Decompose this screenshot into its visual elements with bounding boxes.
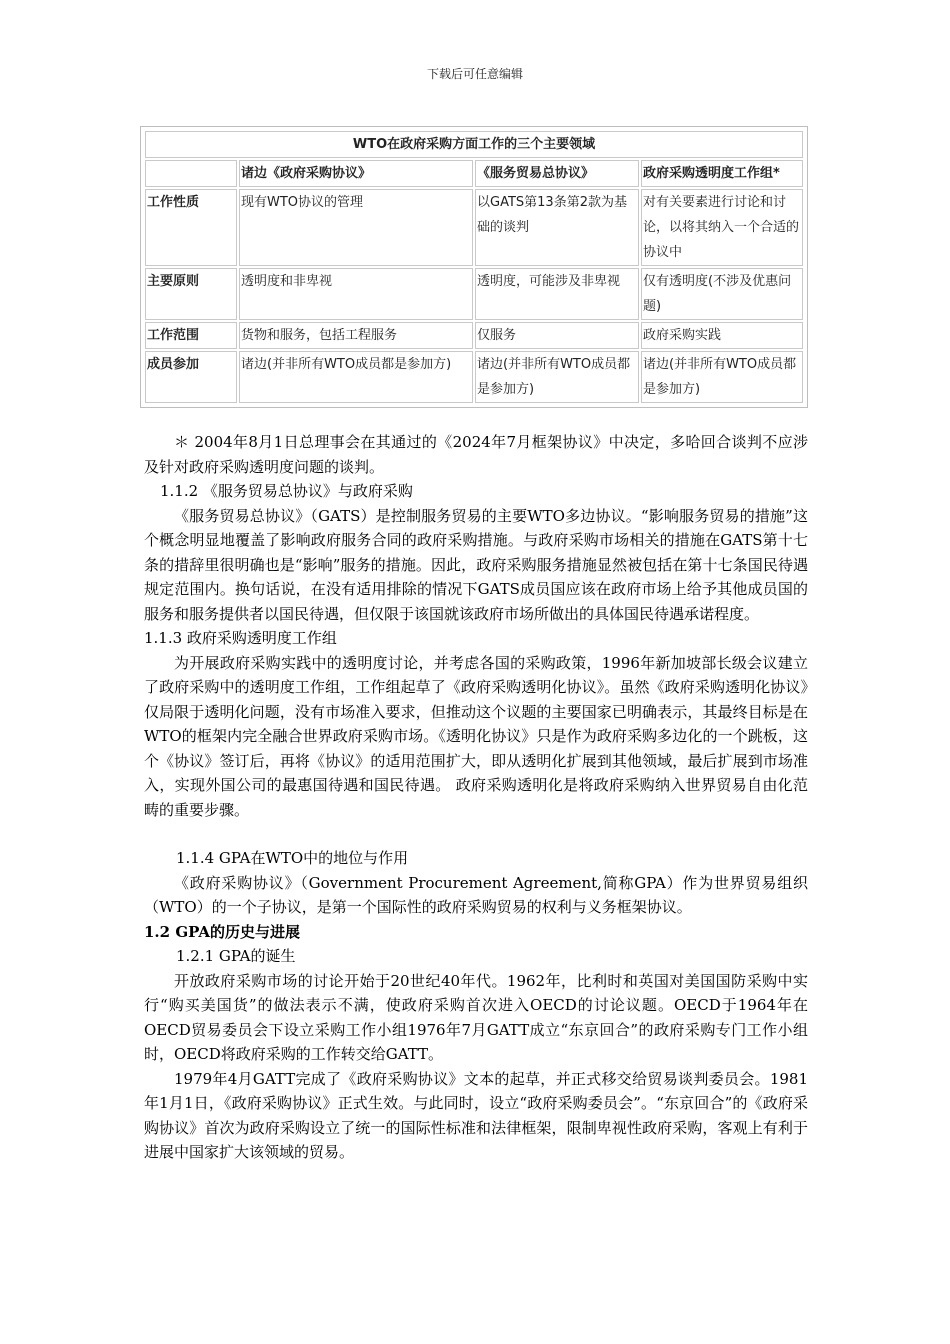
table-row: [145, 268, 803, 320]
table-cell: 以GATS第13条第2款为基础的谈判: [475, 189, 639, 266]
header-cell: 诸边《政府采购协议》: [239, 160, 473, 187]
table-row: [145, 189, 803, 266]
table-row: [145, 322, 803, 349]
paragraph-gpa-origin: 开放政府采购市场的讨论开始于20世纪40年代。1962年，比利时和英国对美国国防采购中实行“购买美国货”的做法表示不满，使政府采购首次进入OECD的讨论议题。OECD于1964年在OECD贸易委员会下设立采购工作小组1976年7月GATT成立“东京回合”的政府采购专门工作小组时，OECD将政府采购的工作转交给GATT。: [144, 971, 808, 1063]
paragraph-gpa-1979: 1979年4月GATT完成了《政府采购协议》文本的起草，并正式移交给贸易谈判委员会。1981年1月1日，《政府采购协议》正式生效。与此同时，设立“政府采购委员会”。“东京回合”的《政府采购协议》首次为政府采购设立了统一的国际性标准和法律框架，限制卑视性政府采购，客观上有利于进展中国家扩大该领域的贸易。: [144, 1069, 808, 1161]
table-cell: 货物和服务，包括工程服务: [239, 322, 473, 349]
table-cell: 诸边(并非所有WTO成员都是参加方): [475, 351, 639, 403]
header-cell: [145, 160, 237, 187]
table-row: [145, 351, 803, 403]
section-heading-1-1-2: 1.1.2 《服务贸易总协议》与政府采购: [160, 482, 413, 500]
section-heading-1-2: 1.2 GPA的历史与进展: [144, 922, 300, 941]
header-cell: 《服务贸易总协议》: [475, 160, 639, 187]
section-heading-1-1-3: 1.1.3 政府采购透明度工作组: [144, 629, 337, 647]
page-header: 下载后可任意编辑: [426, 67, 523, 81]
paragraph-gats: 《服务贸易总协议》（GATS）是控制服务贸易的主要WTO多边协议。“影响服务贸易的措施”这个概念明显地覆盖了影响政府服务合同的政府采购措施。与政府采购市场相关的措施在GATS第十七条的措辞里很明确也是“影响”服务的措施。因此，政府采购服务措施显然被包括在第十七条国民待遇规定范围内。换句话说，在没有适用排除的情况下GATS成员国应该在政府市场上给予其他成员国的服务和服务提供者以国民待遇，但仅限于该国就该政府市场所做出的具体国民待遇承诺程度。: [144, 506, 808, 623]
table-cell: 政府采购实践: [641, 322, 803, 349]
section-heading-1-2-1: 1.2.1 GPA的诞生: [176, 947, 296, 965]
table-header-row: [145, 160, 803, 187]
table-cell: 诸边(并非所有WTO成员都是参加方): [239, 351, 473, 403]
row-label: 工作范围: [145, 322, 237, 349]
row-label: 主要原则: [145, 268, 237, 320]
table-cell: 透明度，可能涉及非卑视: [475, 268, 639, 320]
table-cell: 诸边(并非所有WTO成员都是参加方): [641, 351, 803, 403]
header-cell: 政府采购透明度工作组*: [641, 160, 803, 187]
table-title: WTO在政府采购方面工作的三个主要领域: [145, 131, 803, 158]
table-cell: 对有关要素进行讨论和讨论，以将其纳入一个合适的协议中: [641, 189, 803, 266]
table-cell: 现有WTO协议的管理: [239, 189, 473, 266]
paragraph-gpa-role: 《政府采购协议》（Government Procurement Agreement,简称GPA）作为世界贸易组织（WTO）的一个子协议，是第一个国际性的政府采购贸易的权利与义务框架协议。: [144, 873, 808, 916]
table-cell: 仅有透明度(不涉及优惠问题): [641, 268, 803, 320]
section-heading-1-1-4: 1.1.4 GPA在WTO中的地位与作用: [176, 849, 409, 867]
wto-areas-table: [140, 126, 808, 408]
paragraph-transparency: 为开展政府采购实践中的透明度讨论，并考虑各国的采购政策，1996年新加坡部长级会议建立了政府采购中的透明度工作组，工作组起草了《政府采购透明化协议》。虽然《政府采购透明化协议》仅局限于透明化问题，没有市场准入要求，但推动这个议题的主要国家已明确表示，其最终目标是在WTO的框架内完全融合世界政府采购市场。《透明化协议》只是作为政府采购多边化的一个跳板，这个《协议》签订后，再将《协议》的适用范围扩大，即从透明化扩展到其他领域，最后扩展到市场准入，实现外国公司的最惠国待遇和国民待遇。 政府采购透明化是将政府采购纳入世界贸易自由化范畴的重要步骤。: [144, 653, 808, 819]
row-label: 工作性质: [145, 189, 237, 266]
table-cell: 仅服务: [475, 322, 639, 349]
row-label: 成员参加: [145, 351, 237, 403]
table-cell: 透明度和非卑视: [239, 268, 473, 320]
footnote: ＊ 2004年8月1日总理事会在其通过的《2024年7月框架协议》中决定，多哈回合谈判不应涉及针对政府采购透明度问题的谈判。: [144, 433, 808, 476]
document-body: [144, 430, 808, 1165]
